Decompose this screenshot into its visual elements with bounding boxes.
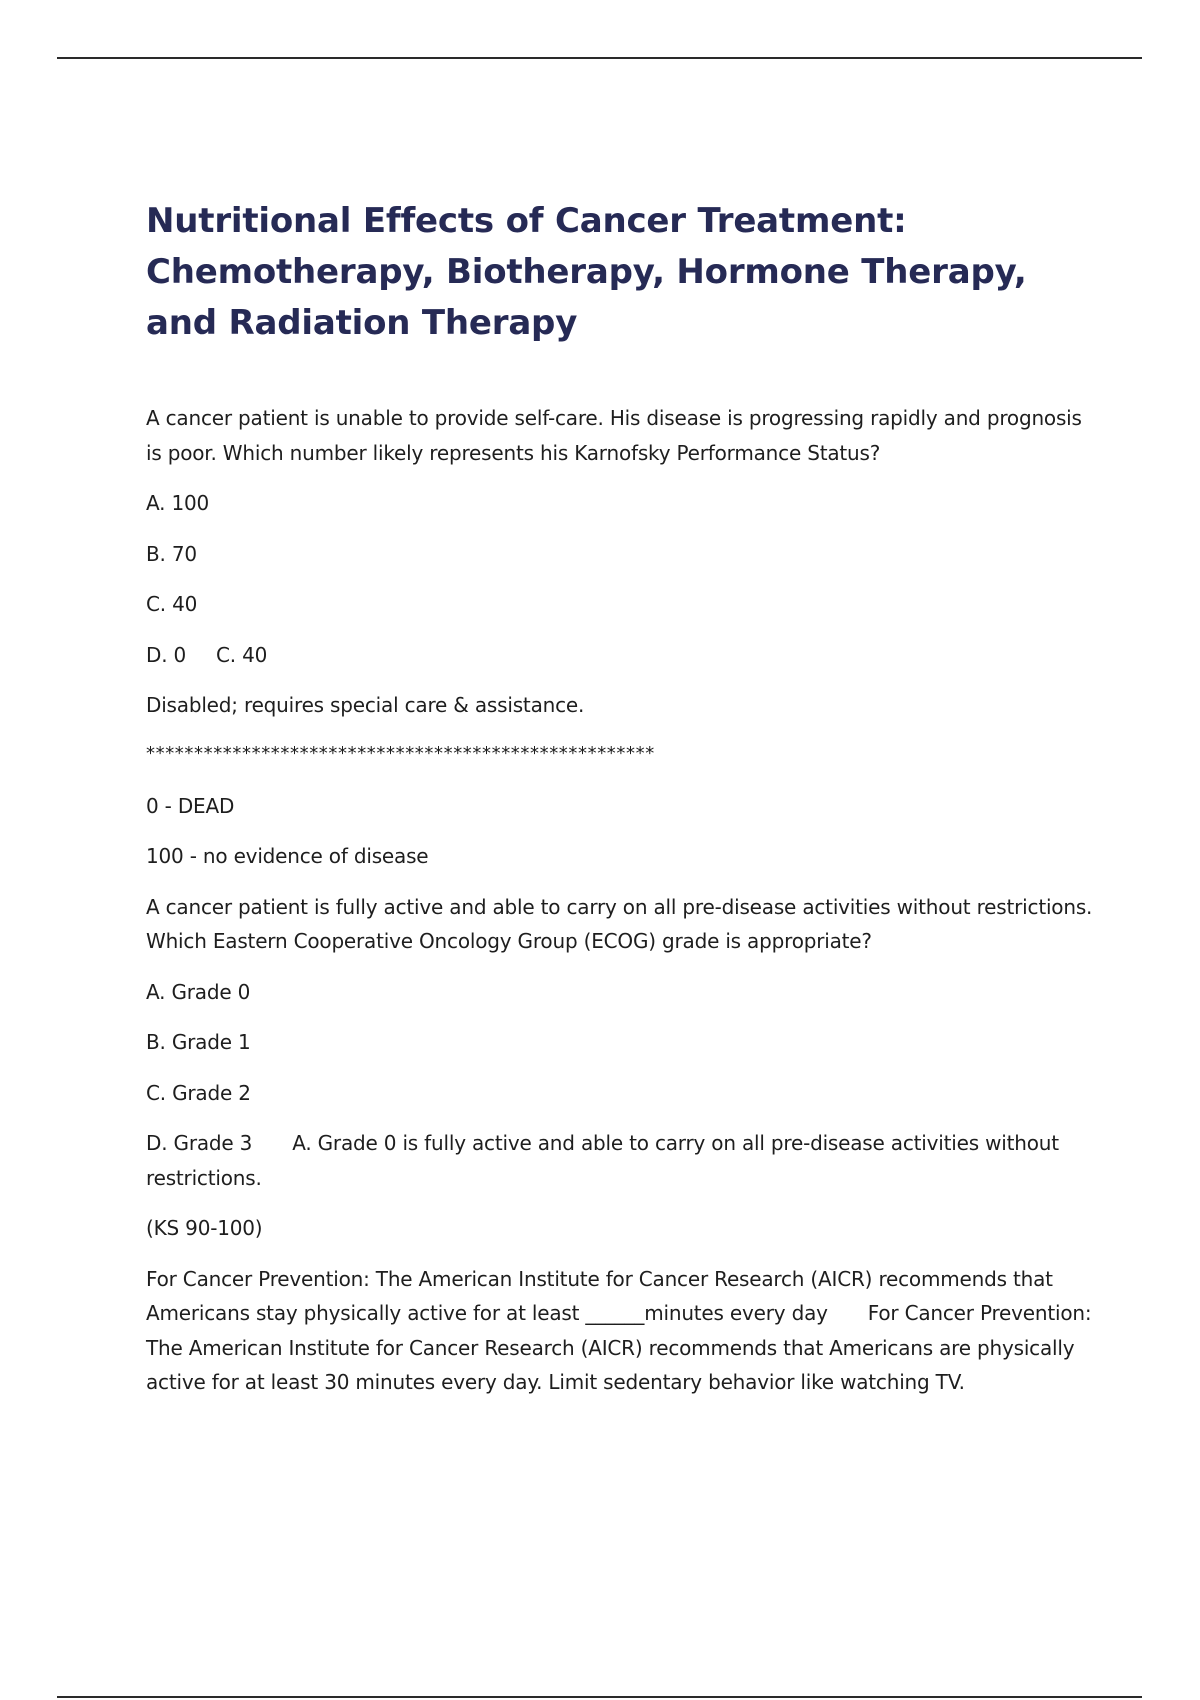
top-rule: [57, 57, 1142, 59]
q1-note-no-disease: 100 - no evidence of disease: [146, 844, 429, 868]
q1-option-a: A. 100: [146, 491, 210, 515]
q2-question: A cancer patient is fully active and able to carry on all pre-disease activities without restrictions. Which Eastern Cooperative Oncology Group (ECOG) grade is appropriate?: [146, 894, 1093, 953]
q3-question: For Cancer Prevention: The American Institute for Cancer Research (AICR) recommends that Americans stay physically active for at least ______minutes every day: [146, 1266, 1053, 1325]
q1-explanation: Disabled; requires special care & assistance.: [146, 693, 585, 717]
q2-option-c: C. Grade 2: [146, 1080, 251, 1105]
q3-row: [146, 1262, 1096, 1400]
q2-answer: A. Grade 0 is fully active and able to carry on all pre-disease activities without restrictions.: [146, 1131, 1059, 1190]
q1-separator: *****************************************************: [146, 742, 655, 764]
q2-option-a: A. Grade 0: [146, 979, 251, 1004]
bottom-rule: [57, 1696, 1142, 1698]
q2-note: (KS 90-100): [146, 1216, 263, 1240]
q2-option-b: B. Grade 1: [146, 1030, 251, 1054]
document-body: [146, 196, 1096, 1416]
q1-note-dead: 0 - DEAD: [146, 793, 235, 818]
q2-option-d: D. Grade 3: [146, 1131, 253, 1155]
q1-option-b: B. 70: [146, 541, 197, 566]
q1-option-d-row: [146, 638, 1096, 673]
q3-answer: For Cancer Prevention: The American Institute for Cancer Research (AICR) recommends that Americans are physically active for at least 30 minutes every day. Limit sedentary behavior like watching TV.: [146, 1301, 1092, 1394]
q1-answer: C. 40: [216, 642, 268, 667]
q1-option-d: D. 0: [146, 642, 187, 667]
q1-option-c: C. 40: [146, 592, 198, 616]
q2-option-d-row: [146, 1126, 1096, 1195]
q1-question: A cancer patient is unable to provide self-care. His disease is progressing rapidly and prognosis is poor. Which number likely represents his Karnofsky Performance Status?: [146, 406, 1082, 465]
document-title: Nutritional Effects of Cancer Treatment: Chemotherapy, Biotherapy, Hormone Therapy, and Radiation Therapy: [146, 201, 1027, 343]
